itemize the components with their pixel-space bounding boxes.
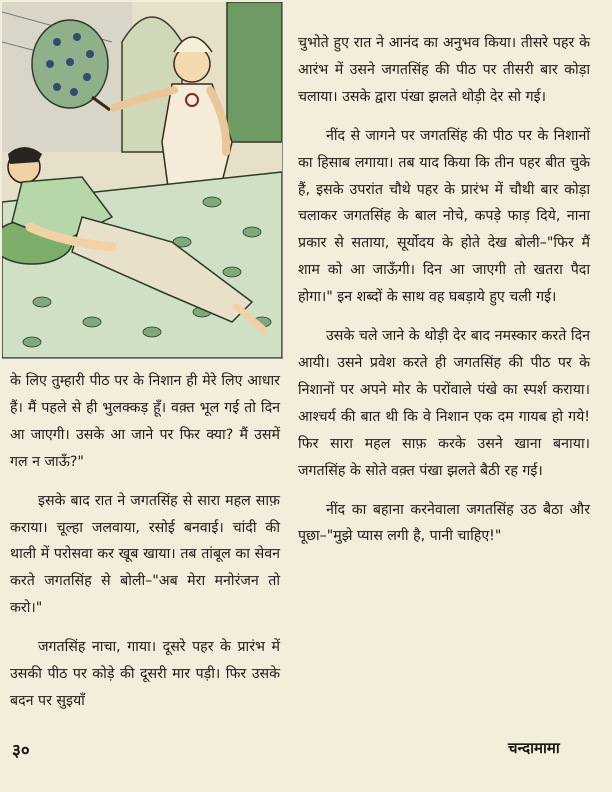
story-illustration [2, 2, 283, 359]
illustration-woman-fanning-sleeping-man-icon [2, 2, 282, 358]
right-paragraph-1: चुभोते हुए रात ने आनंद का अनुभव किया। तीसरे पहर के आरंभ में उसने जगतसिंह की पीठ पर तीसरी बार कोड़ा चलाया। उसके द्वारा पंखा झलते थोड़ी देर सो गई। [298, 35, 590, 105]
magazine-name: चन्दामामा [508, 739, 560, 757]
right-text-column [298, 30, 590, 550]
right-paragraph-3: उसके चले जाने के थोड़ी देर बाद नमस्कार करते दिन आयी। उसने प्रवेश करते ही जगतसिंह की पीठ पर के निशानों पर अपने मोर के परोंवाले पंखे का स्पर्श कराया। आश्चर्य की बात थी कि वे निशान एक दम गायब हो गये! फिर सारा महल साफ़ करके उसने खाना बनाया। जगतसिंह के सोते वक़्त पंखा झलते बैठी रह गई। [298, 328, 590, 479]
left-paragraph-2: इसके बाद रात ने जगतसिंह से सारा महल साफ़ कराया। चूल्हा जलवाया, रसोई बनवाई। चांदी की थाली में परोसवा कर खूब खाया। तब तांबूल का सेवन करते जगतसिंह से बोली–"अब मेरा मनोरंजन तो करो।" [10, 492, 280, 617]
page-number: ३० [12, 741, 30, 761]
left-paragraph-3: जगतसिंह नाचा, गाया। दूसरे पहर के प्रारंभ में उसकी पीठ पर कोड़े की दूसरी मार पड़ी। फिर उसके बदन पर सुइयाँ [10, 639, 280, 709]
left-text-column [10, 368, 280, 715]
left-paragraph-1: के लिए तुम्हारी पीठ पर के निशान ही मेरे लिए आधार हैं। मैं पहले से ही भुलक्कड़ हूँ। वक़्त भूल गई तो दिन आ जाएगी। उसके आ जाने पर फिर क्या? मैं उसमें गल न जाऊँ?" [10, 373, 280, 470]
right-paragraph-2: नींद से जागने पर जगतसिंह की पीठ पर के निशानों का हिसाब लगाया। तब याद किया कि तीन पहर बीत चुके हैं, इसके उपरांत चौथे पहर के प्रारंभ में चौथी बार कोड़ा चलाकर जगतसिंह के बाल नोचे, कपड़े फाड़ दिये, नाना प्रकार से सताया, सूर्योदय के होते देख बोली–"फिर मैं शाम को आ जाऊँगी। दिन आ जाएगी तो खतरा पैदा होगा।" इन शब्दों के साथ वह घबड़ाये हुए चली गई। [298, 127, 590, 306]
right-paragraph-4: नींद का बहाना करनेवाला जगतसिंह उठ बैठा और पूछा–"मुझे प्यास लगी है, पानी चाहिए!" [298, 501, 590, 545]
